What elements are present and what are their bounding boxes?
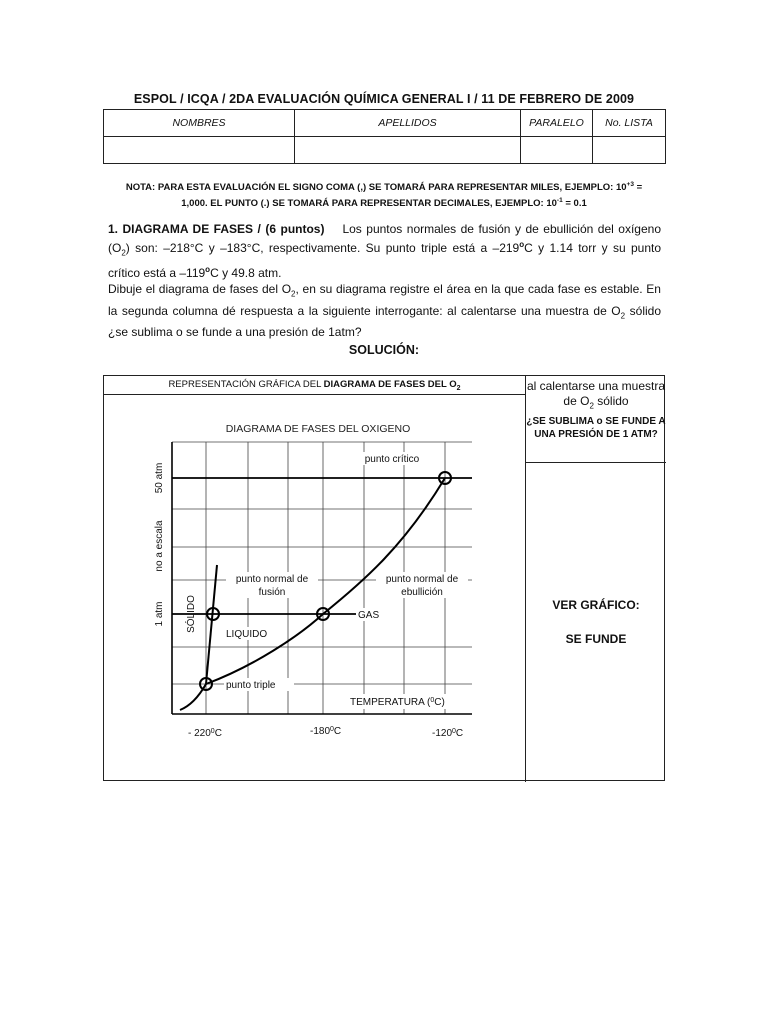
region-label-liquido: LIQUIDO bbox=[226, 629, 268, 640]
right-panel-question: al calentarse una muestra de $O_2$ sólido ¿SE SUBLIMA o SE FUNDE A UNA PRESIÓN DE 1 ATM? bbox=[526, 379, 666, 441]
column-lista: No. LISTA bbox=[593, 110, 666, 137]
solution-box bbox=[103, 375, 665, 781]
x-tick-120: $-120^0C$ bbox=[432, 727, 464, 739]
column-nombres: NOMBRES bbox=[104, 110, 295, 137]
phase-diagram bbox=[104, 376, 525, 782]
label-punto-critico: punto crítico bbox=[364, 454, 420, 465]
label-ebullicion-line1: punto normal de bbox=[385, 574, 459, 585]
question-1: 1. DIAGRAMA DE FASES / (6 puntos) Los puntos normales de fusión y de ebullición del oxígeno $(O_2)$ son: –218°C y –183°C, respectivamente. Su punto triple está a –219$^o$C y 1.14 torr y su punto crítico está a –119$^o$C y 49.8 atm. Dibuje el diagrama de fases del $O_2$, en su diagrama registre el área en la que cada fase es estable. En la segunda columna dé respuesta a la siguiente interrogante: al calentarse una muestra de $O_2$ sólido ¿se sublima o se funde a una presión de 1atm? bbox=[108, 222, 662, 340]
diagram-title: DIAGRAMA DE FASES DEL OXIGENO bbox=[225, 423, 411, 435]
label-punto-triple: punto triple bbox=[226, 680, 276, 691]
answer-ver-grafico: VER GRÁFICO: bbox=[552, 598, 640, 612]
label-fusion-line2: fusión bbox=[258, 587, 286, 598]
nota-block: NOTA: PARA ESTA EVALUACIÓN EL SIGNO COMA (,) SE TOMARÁ PARA REPRESENTAR MILES, EJEMPLO: $10^{+3}$ = 1,000. EL PUNTO (.) SE TOMARÁ PARA REPRESENTAR DECIMALES, EJEMPLO: $10^{-1} = 0.1$ bbox=[125, 181, 643, 210]
exam-header-title: ESPOL / ICQA / 2DA EVALUACIÓN QUÍMICA GENERAL I / 11 DE FEBRERO DE 2009 bbox=[133, 92, 635, 106]
column-paralelo: PARALELO bbox=[521, 110, 593, 137]
column-apellidos: APELLIDOS bbox=[295, 110, 521, 137]
label-fusion-line1: punto normal de bbox=[235, 574, 309, 585]
x-tick-220: - $220^0C$ bbox=[188, 727, 222, 739]
input-paralelo[interactable] bbox=[521, 137, 593, 164]
input-nombres[interactable] bbox=[104, 137, 295, 164]
y-label-1-atm: 1 atm bbox=[154, 601, 165, 627]
y-label-no-a-escala: no a escala bbox=[154, 520, 165, 572]
label-ebullicion-line2: ebullición bbox=[401, 587, 443, 598]
right-header-divider bbox=[525, 462, 666, 463]
student-info-table bbox=[103, 109, 666, 164]
right-panel-caps-question: ¿SE SUBLIMA o SE FUNDE A UNA PRESIÓN DE 1 ATM? bbox=[526, 416, 666, 441]
question-heading: 1. DIAGRAMA DE FASES / (6 puntos) bbox=[108, 222, 325, 236]
fusion-curve bbox=[206, 565, 217, 684]
region-label-solido: SÓLIDO bbox=[186, 595, 197, 633]
input-apellidos[interactable] bbox=[295, 137, 521, 164]
region-label-gas: GAS bbox=[358, 610, 380, 621]
solucion-label: SOLUCIÓN: bbox=[348, 343, 420, 357]
x-axis-label: TEMPERATURA ($^0$C) bbox=[350, 696, 445, 708]
answer-se-funde: SE FUNDE bbox=[565, 632, 627, 646]
y-label-50-atm: 50 atm bbox=[154, 462, 165, 494]
left-panel-title: REPRESENTACIÓN GRÁFICA DEL DIAGRAMA DE FASES DEL $O_2$ bbox=[168, 379, 461, 392]
x-tick-180: $-180^0C$ bbox=[310, 725, 342, 737]
input-lista[interactable] bbox=[593, 137, 666, 164]
